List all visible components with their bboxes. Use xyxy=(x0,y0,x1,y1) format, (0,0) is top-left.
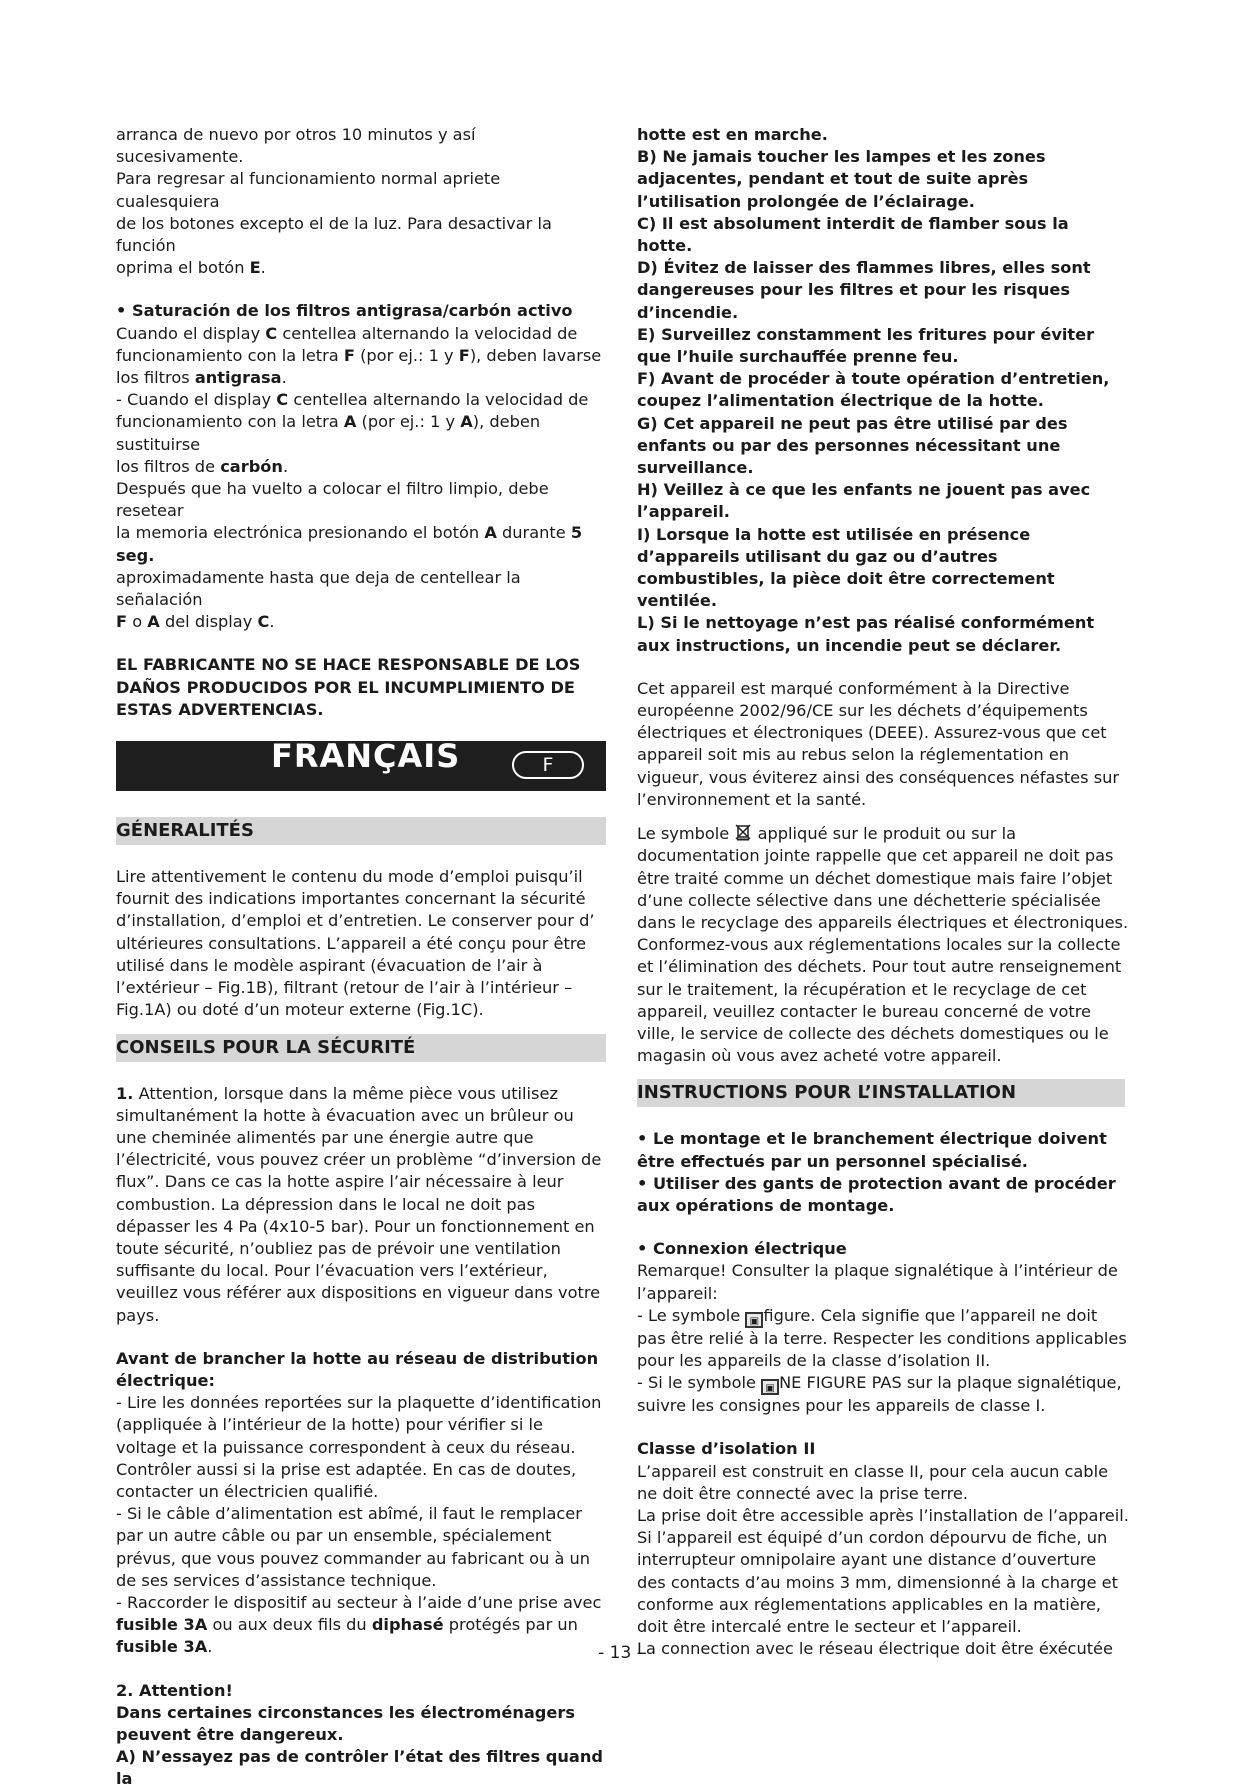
attention-a: A) N’essayez pas de contrôler l’état des filtres quand la xyxy=(116,1747,603,1789)
es-paragraph: arranca de nuevo por otros 10 minutos y así sucesivamente. Para regresar al funcionamiento normal apriete cualesquiera de los botones excepto el de la luz. Para desactivar la función oprima el botón E. xyxy=(116,125,552,278)
page-number: - 13 - xyxy=(598,1643,643,1663)
weee-text-1: Cet appareil est marqué conformément à la Directive européenne 2002/96/CE sur les déchets d’équipements électriques et électroniques (DEEE). Assurez-vous que cet appareil soit mis au rebus selon la réglementation en vigueur, vous éviterez ainsi des conséquences néfastes sur l’environnement et la santé. xyxy=(637,678,1120,809)
class-ii-symbol-icon: ▣ xyxy=(745,1312,763,1328)
language-badge: F xyxy=(512,751,584,779)
safety-item: D) Évitez de laisser des flammes libres, elles sont dangereuses pour les filtres et pour les risques d’incendie. xyxy=(637,258,1091,322)
connect-text-3: - Si le câble d’alimentation est abîmé, il faut le remplacer par un autre câble ou par un ensemble, spécialement prévus, que vous pouvez commander au fabricant ou à un de ses services d’assistance technique. xyxy=(116,1504,591,1590)
general-text: Lire attentivement le contenu du mode d’emploi puisqu’il fournit des indications importantes concernant la sécurité d’installation, d’emploi et d’entretien. Le conserver pour d’ ultérieures consultations. L’appareil a été conçu pour être utilisé dans le modèle aspirant (évacuation de l’air à l’extérieur – Fig.1B), filtrant (retour de l’air à l’intérieur – Fig.1A) ou doté d’un moteur externe (Fig.1C). xyxy=(116,867,595,1020)
install-bullet: • Utiliser des gants de protection avant de procéder aux opérations de montage. xyxy=(637,1173,1116,1215)
connect-text-2: Contrôler aussi si la prise est adaptée. En cas de doutes, contacter un électricien qualifié. xyxy=(116,1459,577,1501)
class-text-3: La connection avec le réseau électrique doit être éxécutée xyxy=(637,1639,1113,1659)
safety-item: G) Cet appareil ne peut pas être utilisé par des enfants ou par des personnes nécessitant une surveillance. xyxy=(637,413,1068,478)
connect-text-4: - Raccorder le dispositif au secteur à l’aide d’une prise avec fusible 3A ou aux deux fils du diphasé protégés par un fusible 3A. xyxy=(116,1592,602,1657)
es-warning: EL FABRICANTE NO SE HACE RESPONSABLE DE LOS DAÑOS PRODUCIDOS POR EL INCUMPLIMIENTO DE ESTAS ADVERTENCIAS. xyxy=(116,655,581,719)
safety-item: L) Si le nettoyage n’est pas réalisé conformément aux instructions, un incendie peut se déclarer. xyxy=(637,613,1095,655)
section-heading-install: INSTRUCTIONS POUR L’INSTALLATION xyxy=(637,1079,1125,1107)
attention-text: Dans certaines circonstances les électroménagers peuvent être dangereux. xyxy=(116,1702,575,1744)
weee-bin-icon xyxy=(734,823,752,841)
es-filters-text: Cuando el display C centellea alternando la velocidad de funcionamiento con la letra F (por ej.: 1 y F), deben lavarse los filtros antigrasa. - Cuando el display C centellea alternando la velocidad de funcionamiento con la letra A (por ej.: 1 y A), deben sustituirse los filtros de carbón. Después que ha vuelto a colocar el filtro limpio, debe resetear la memoria electrónica presionando el botón A durante 5 seg. aproximadamente hasta que deja de centellear la señalación F o A del display C. xyxy=(116,323,602,632)
elec-remark: Remarque! Consulter la plaque signalétique à l’intérieur de l’appareil: xyxy=(637,1261,1118,1303)
class-heading: Classe d’isolation II xyxy=(637,1439,816,1459)
class-ii-symbol-icon: ▣ xyxy=(761,1379,779,1395)
safety-text: 1. Attention, lorsque dans la même pièce vous utilisez simultanément la hotte à évacuation avec un brûleur ou une cheminée alimentés par une énergie autre que l’électricité, vous pouvez créer un problème “d’inversion de flux”. Dans ce cas la hotte aspire l’air nécessaire à leur combustion. La dépression dans le local ne doit pas dépasser les 4 Pa (4x10-5 bar). Pour un fonctionnement en toute sécurité, n’oubliez pas de prévoir une ventilation suffisante du local. Pour l’évacuation vers l’extérieur, veuillez vous référer aux dispositions en vigueur dans votre pays. xyxy=(116,1083,602,1325)
connect-text-1: - Lire les données reportées sur la plaquette d’identification (appliquée à l’intérieur de la hotte) pour vérifier si le voltage et la puissance correspondent à ceux du réseau. xyxy=(116,1393,602,1457)
elec-heading: • Connexion électrique xyxy=(637,1239,847,1259)
safety-item: B) Ne jamais toucher les lampes et les zones adjacentes, pendant et tout de suite après l’utilisation prolongée de l’éclairage. xyxy=(637,147,1046,211)
section-heading-general: GÉNERALITÉS xyxy=(116,817,606,845)
install-bullet: • Le montage et le branchement électrique doivent être effectués par un personnel spécialisé. xyxy=(637,1129,1107,1171)
section-heading-safety: CONSEILS POUR LA SÉCURITÉ xyxy=(116,1034,606,1062)
banner-title: FRANÇAIS xyxy=(271,737,461,776)
elec-symbol-2: - Si le symbole ▣ NE FIGURE PAS sur la plaque signalétique, suivre les consignes pour les appareils de classe I. xyxy=(637,1373,1122,1416)
language-banner xyxy=(116,737,606,791)
safety-item: C) Il est absolument interdit de flamber sous la hotte. xyxy=(637,213,1069,256)
class-text-2: La prise doit être accessible après l’installation de l’appareil. Si l’appareil est équipé d’un cordon dépourvu de fiche, un interrupteur omnipolaire ayant une distance d’ouverture des contacts d’au moins 3 mm, dimensionné à la charge et conforme aux réglementations applicables en la matière, doit être intercalé entre le secteur et l’appareil. xyxy=(637,1505,1129,1636)
connect-heading: Avant de brancher la hotte au réseau de distribution électrique: xyxy=(116,1348,599,1390)
elec-symbol-1: - Le symbole ▣ figure. Cela signifie que l’appareil ne doit pas être relié à la terre. Respecter les conditions applicables pour les appareils de la classe d’isolation II. xyxy=(637,1305,1127,1370)
attention-heading: 2. Attention! xyxy=(116,1680,233,1700)
left-column xyxy=(116,124,606,1791)
safety-item: hotte est en marche. xyxy=(637,125,828,144)
safety-item: I) Lorsque la hotte est utilisée en présence d’appareils utilisant du gaz ou d’autres combustibles, la pièce doit être correctement ventilée. xyxy=(637,524,1055,611)
weee-text-2: Le symbole appliqué sur le produit ou sur la documentation jointe rappelle que cet appareil ne doit pas être traité comme un déchet domestique mais faire l’objet d’une collecte sélective dans une déchetterie spécialisée dans le recyclage des appareils électriques et électroniques. Conformez-vous aux réglementations locales sur la collecte et l’élimination des déchets. Pour tout autre renseignement sur le traitement, la récupération et le recyclage de cet appareil, veuillez contacter le bureau concerné de votre ville, le service de collecte des déchets domestiques ou le magasin où vous avez acheté votre appareil. xyxy=(637,824,1129,1066)
es-filters-heading: • Saturación de los filtros antigrasa/carbón activo xyxy=(116,301,573,321)
safety-item: F) Avant de procéder à toute opération d’entretien, coupez l’alimentation électrique de la hotte. xyxy=(637,369,1110,411)
class-text-1: L’appareil est construit en classe II, pour cela aucun cable ne doit être connecté avec la prise terre. xyxy=(637,1461,1109,1503)
safety-item: H) Veillez à ce que les enfants ne jouent pas avec l’appareil. xyxy=(637,480,1091,522)
right-column xyxy=(637,124,1129,1660)
safety-item: E) Surveillez constamment les fritures pour éviter que l’huile surchauffée prenne feu. xyxy=(637,324,1095,367)
